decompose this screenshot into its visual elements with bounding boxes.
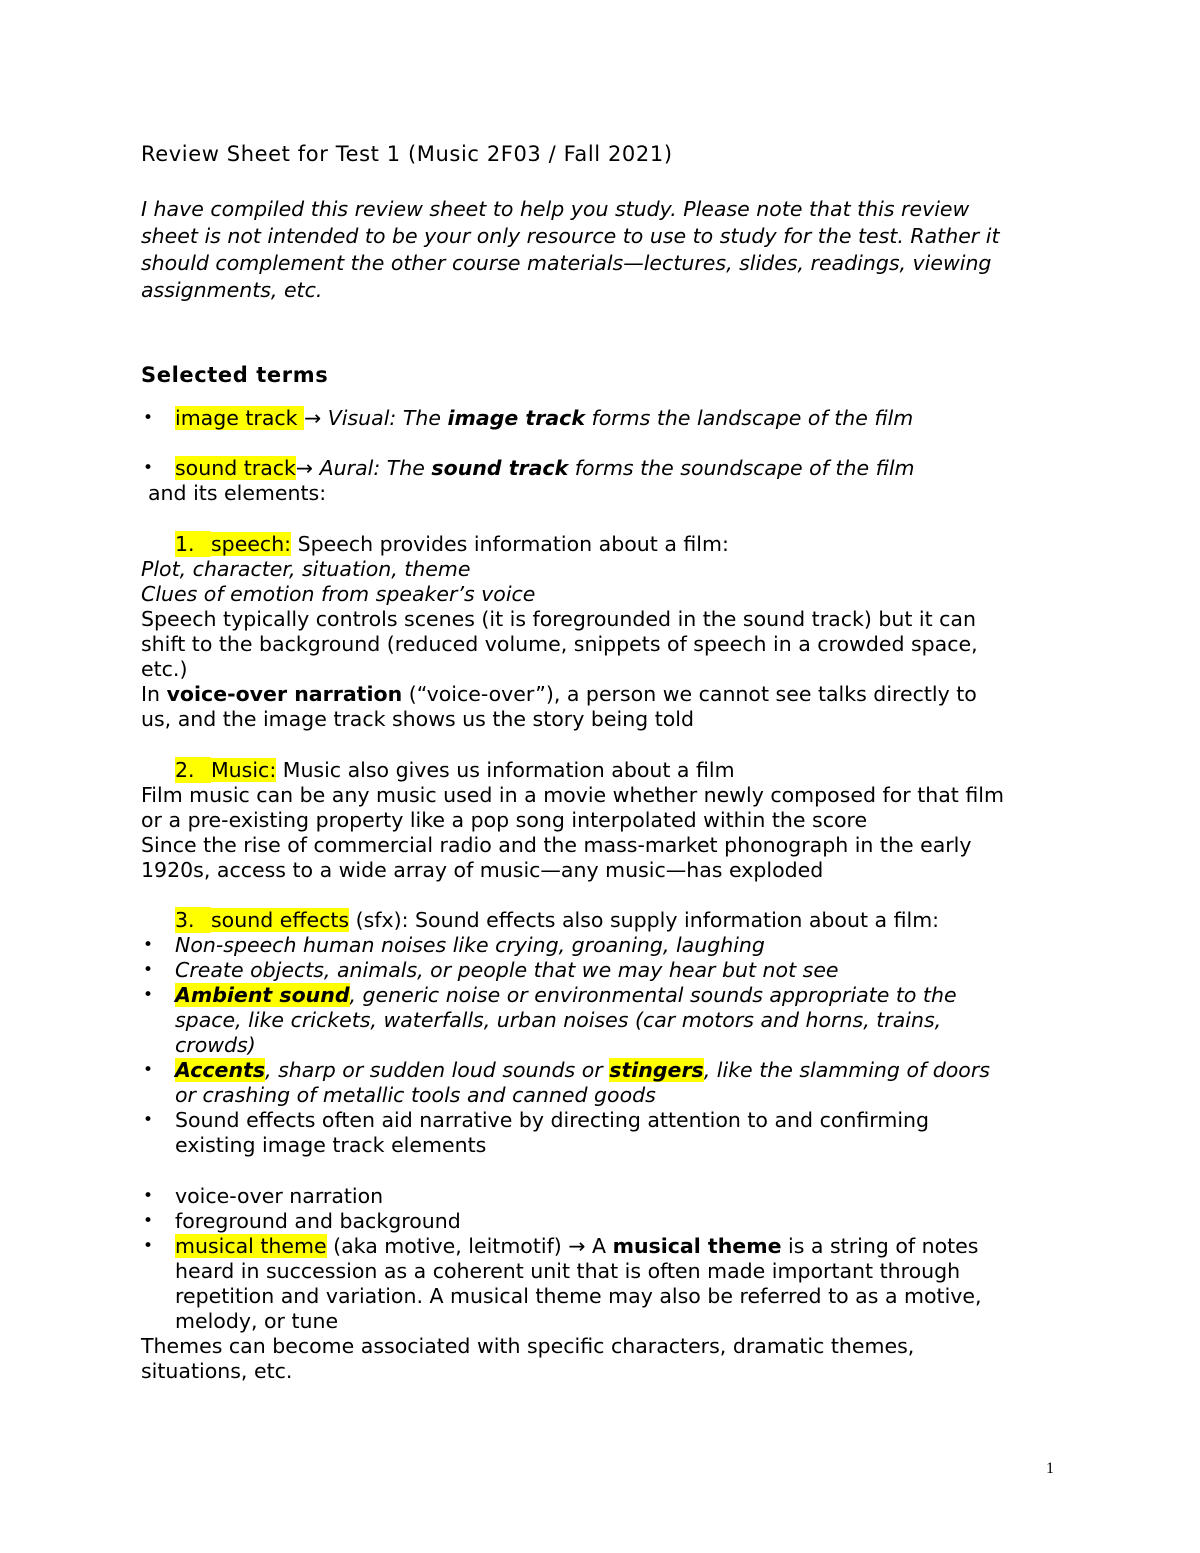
sfx-bullet: Create objects, animals, or people that we may hear but not see xyxy=(175,958,839,982)
bullet-text: (aka motive, leitmotif) xyxy=(326,1234,569,1258)
bullet-text: , generic noise or environmental sounds appropriate to the xyxy=(349,983,957,1007)
bullet-icon: • xyxy=(143,960,154,980)
bullet-text: , like the slamming of doors xyxy=(703,1058,990,1082)
term-bullet xyxy=(175,1233,978,1259)
bullet-text: is a string of notes xyxy=(781,1234,979,1258)
term-bullet-continued: repetition and variation. A musical theme may also be referred to as a motive, xyxy=(175,1284,982,1308)
body-line: Clues of emotion from speaker’s voice xyxy=(141,582,536,606)
term-highlight: sound effects xyxy=(211,908,350,932)
body-bold: voice-over narration xyxy=(166,682,403,706)
definition-text: Aural: The xyxy=(313,456,432,480)
numbered-item-speech xyxy=(175,531,729,557)
sfx-bullet-continued: existing image track elements xyxy=(175,1133,487,1157)
list-item-sound-track xyxy=(175,455,914,481)
arrow-icon: → xyxy=(568,1234,586,1258)
body-line: 1920s, access to a wide array of music—any music—has exploded xyxy=(141,858,824,882)
bullet-icon: • xyxy=(143,408,154,428)
bullet-text: A xyxy=(585,1234,613,1258)
continuation-text: and its elements: xyxy=(148,481,327,505)
item-text: Music also gives us information about a film xyxy=(276,758,735,782)
bullet-icon: • xyxy=(143,985,154,1005)
body-line: etc.) xyxy=(141,657,188,681)
bullet-icon: • xyxy=(143,1060,154,1080)
intro-line: sheet is not intended to be your only resource to use to study for the test. Rather it xyxy=(141,224,1000,248)
arrow-icon: → xyxy=(304,406,322,430)
term-bullet-continued: heard in succession as a coherent unit that is often made important through xyxy=(175,1259,961,1283)
body-line: us, and the image track shows us the story being told xyxy=(141,707,694,731)
term-highlight: image track xyxy=(175,406,298,430)
intro-line: assignments, etc. xyxy=(141,278,323,302)
body-line: Themes can become associated with specific characters, dramatic themes, xyxy=(141,1334,915,1358)
sfx-bullet-continued: space, like crickets, waterfalls, urban noises (car motors and horns, trains, xyxy=(175,1008,942,1032)
arrow-icon: → xyxy=(295,456,314,480)
bullet-icon: • xyxy=(143,458,154,478)
bullet-icon: • xyxy=(143,935,154,955)
bullet-text: , sharp or sudden loud sounds or xyxy=(265,1058,610,1082)
numbered-item-sound-effects xyxy=(175,907,939,933)
sfx-bullet xyxy=(175,1057,990,1083)
bullet-icon: • xyxy=(143,1236,154,1256)
term-highlight: sound track xyxy=(175,456,296,480)
body-line: situations, etc. xyxy=(141,1359,293,1383)
item-text: Speech provides information about a film: xyxy=(291,532,729,556)
definition-text: forms the soundscape of the film xyxy=(568,456,915,480)
sfx-bullet: Sound effects often aid narrative by directing attention to and confirming xyxy=(175,1108,930,1132)
section-heading: Selected terms xyxy=(141,363,329,387)
item-text: (sfx): Sound effects also supply information about a film: xyxy=(349,908,940,932)
sfx-bullet-continued: crowds) xyxy=(175,1033,256,1057)
item-number: 3. xyxy=(175,907,211,933)
item-number: 2. xyxy=(175,757,211,783)
definition-text: forms the landscape of the film xyxy=(584,406,914,430)
intro-line: should complement the other course materials—lectures, slides, readings, viewing xyxy=(141,251,992,275)
definition-bold: sound track xyxy=(431,456,569,480)
term-bullet: voice-over narration xyxy=(175,1184,384,1208)
list-item-image-track xyxy=(175,405,913,431)
numbered-item-music xyxy=(175,757,735,783)
bullet-icon: • xyxy=(143,1110,154,1130)
bullet-icon: • xyxy=(143,1186,154,1206)
term-bullet-continued: melody, or tune xyxy=(175,1309,339,1333)
intro-line: I have compiled this review sheet to help you study. Please note that this review xyxy=(141,197,970,221)
bullet-icon: • xyxy=(143,1211,154,1231)
body-line: shift to the background (reduced volume, snippets of speech in a crowded space, xyxy=(141,632,978,656)
body-text: (“voice-over”), a person we cannot see talks directly to xyxy=(402,682,977,706)
body-text: In xyxy=(141,682,167,706)
sfx-bullet xyxy=(175,982,957,1008)
body-line: Film music can be any music used in a movie whether newly composed for that film xyxy=(141,783,1004,807)
term-highlight: stingers xyxy=(609,1058,704,1082)
term-highlight: Accents xyxy=(175,1058,266,1082)
body-line: Speech typically controls scenes (it is foregrounded in the sound track) but it can xyxy=(141,607,976,631)
bullet-bold: musical theme xyxy=(612,1234,782,1258)
sfx-bullet-continued: or crashing of metallic tools and canned goods xyxy=(175,1083,656,1107)
page-number: 1 xyxy=(1046,1460,1054,1477)
term-bullet: foreground and background xyxy=(175,1209,461,1233)
term-highlight: musical theme xyxy=(175,1234,327,1258)
page-title: Review Sheet for Test 1 (Music 2F03 / Fall 2021) xyxy=(141,142,673,166)
term-highlight: Ambient sound xyxy=(175,983,350,1007)
body-line: Since the rise of commercial radio and the mass-market phonograph in the early xyxy=(141,833,972,857)
sfx-bullet: Non-speech human noises like crying, groaning, laughing xyxy=(175,933,765,957)
body-line xyxy=(141,681,977,707)
term-highlight: Music: xyxy=(211,758,277,782)
item-number: 1. xyxy=(175,531,211,557)
body-line: Plot, character, situation, theme xyxy=(141,557,471,581)
definition-text: Visual: The xyxy=(321,406,448,430)
term-highlight: speech: xyxy=(211,532,292,556)
definition-bold: image track xyxy=(447,406,585,430)
body-line: or a pre-existing property like a pop song interpolated within the score xyxy=(141,808,868,832)
